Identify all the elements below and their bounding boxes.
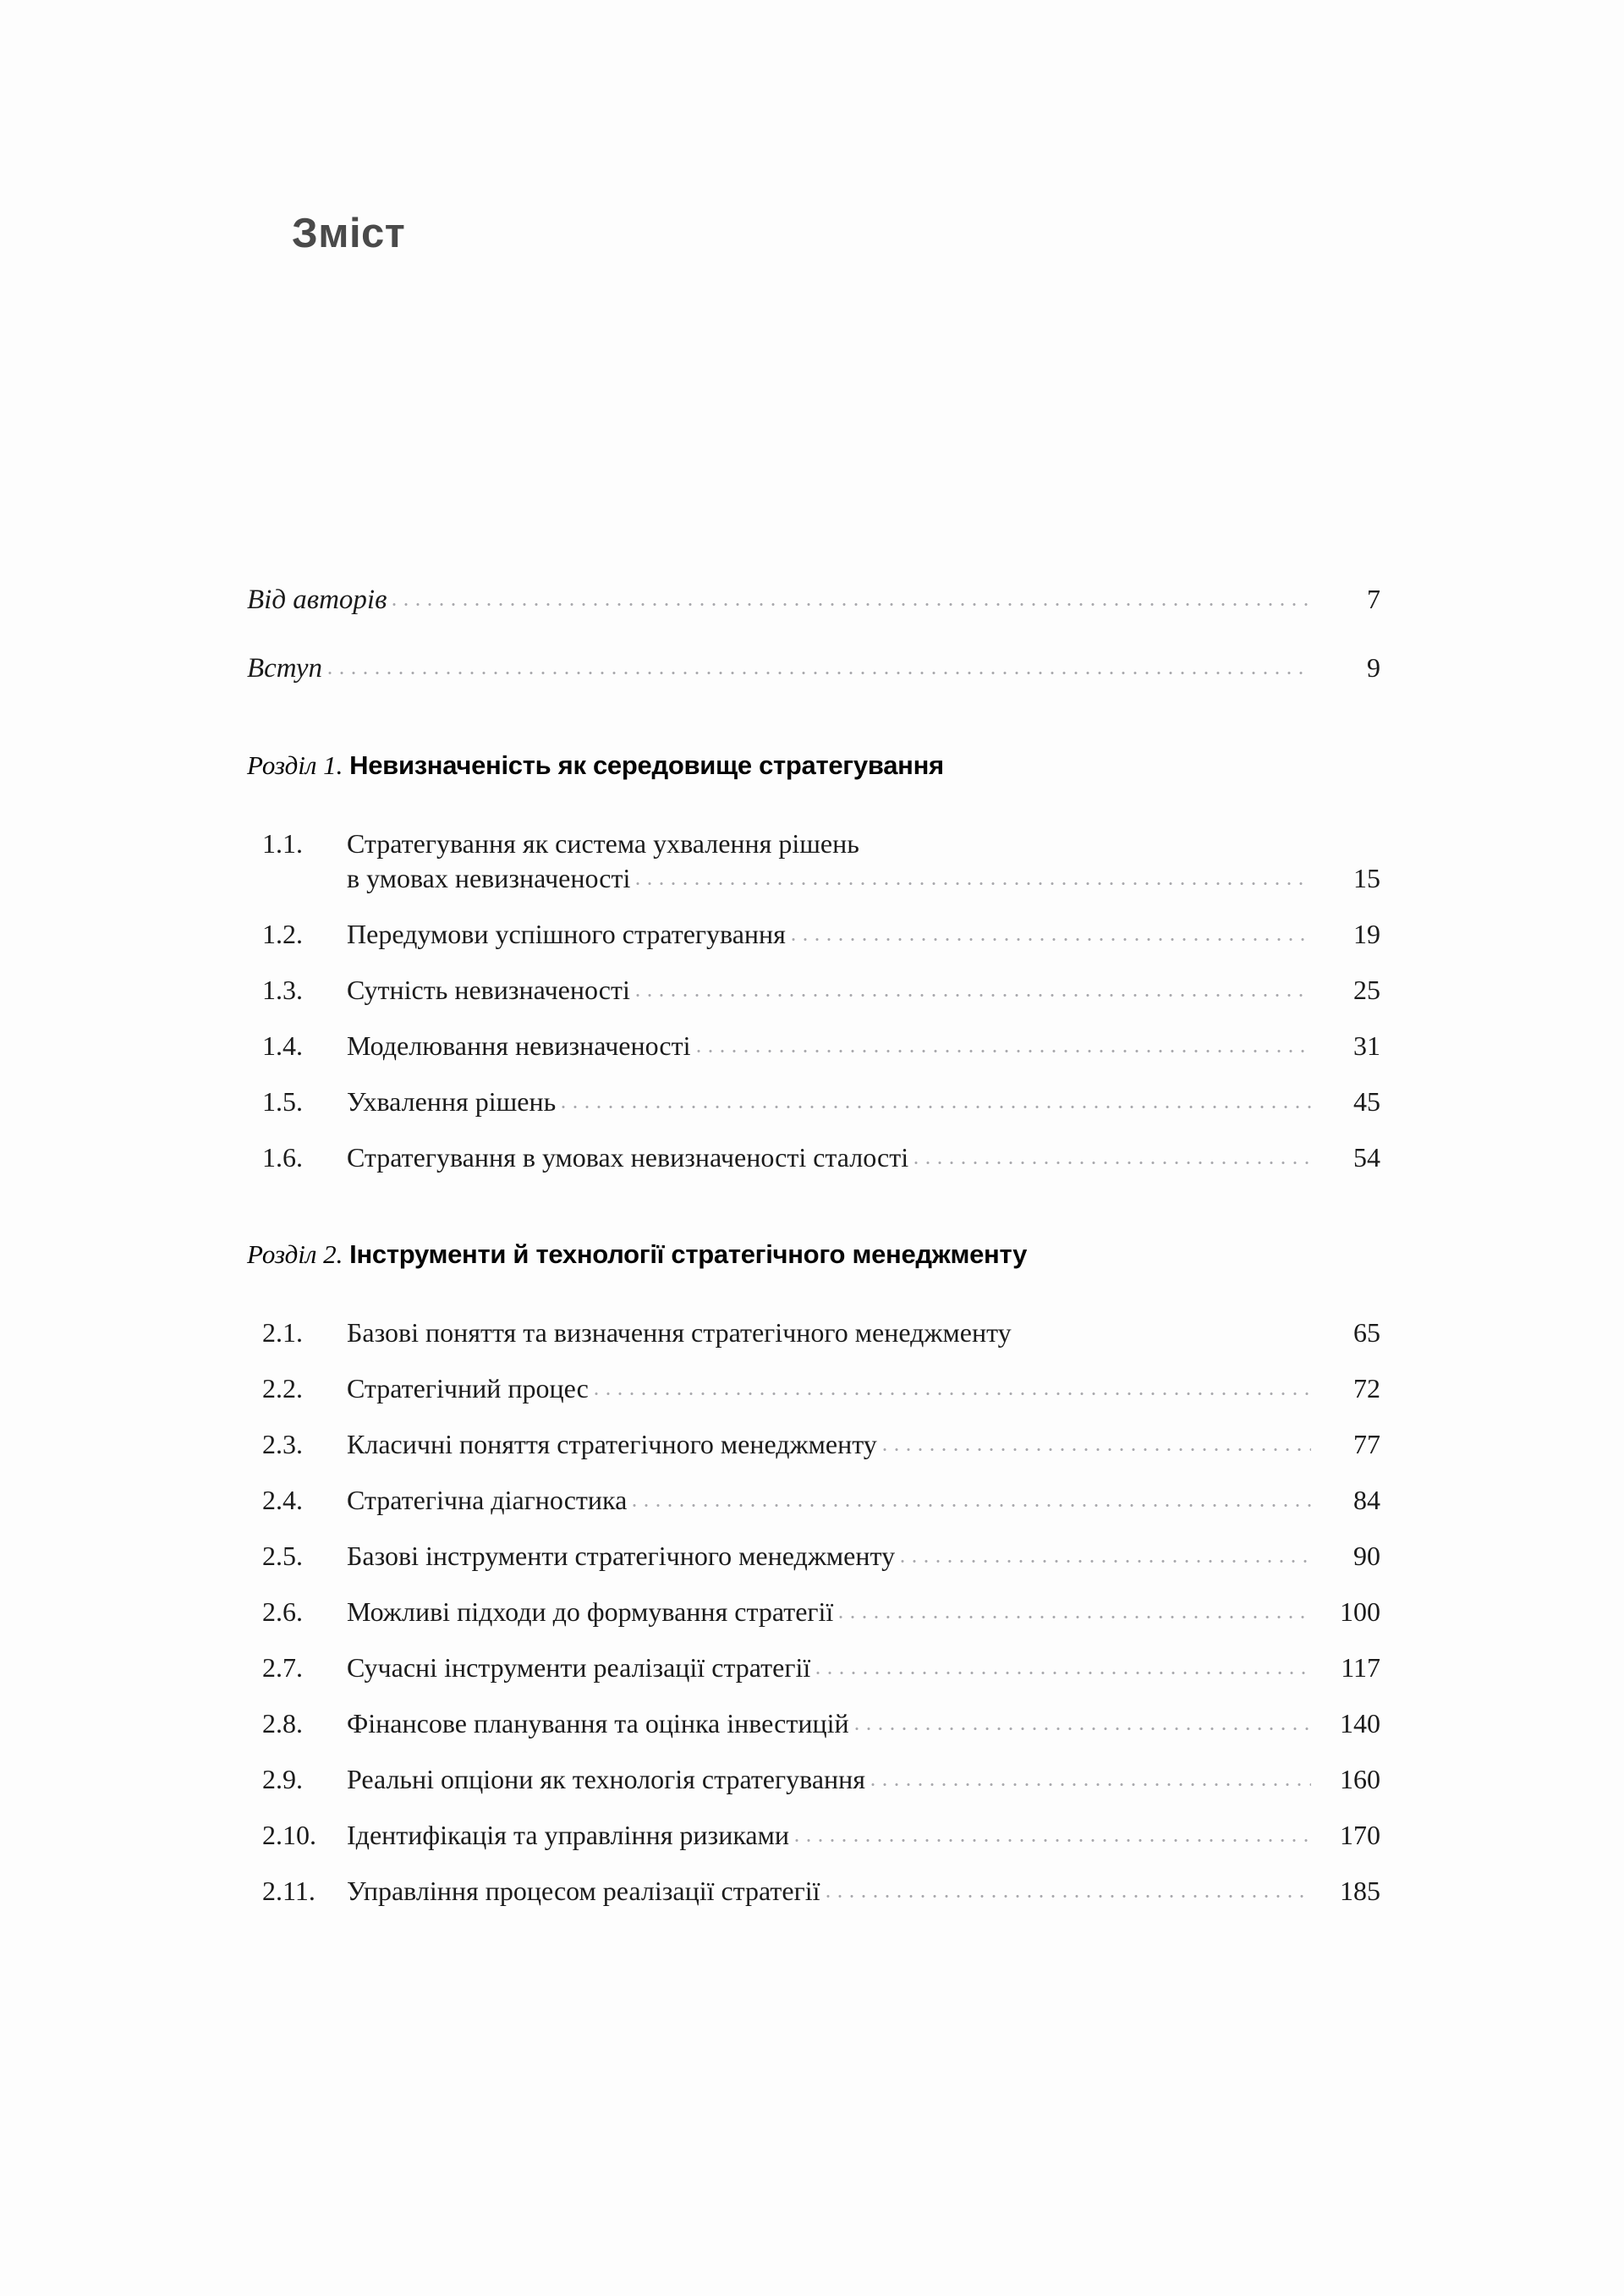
section-number: 1.5.	[262, 1086, 303, 1117]
section-number: 2.8.	[262, 1708, 303, 1738]
page-number: 77	[1353, 1429, 1380, 1459]
chapter-title: Невизначеність як середовище стратегування	[349, 750, 944, 780]
toc-entry[interactable]	[247, 1596, 1380, 1628]
page-number: 31	[1353, 1030, 1380, 1061]
page-number: 65	[1353, 1317, 1380, 1348]
dot-leader	[324, 663, 1311, 677]
section-number: 2.4.	[262, 1485, 303, 1515]
chapter-number: Розділ 1.	[247, 750, 350, 780]
section-title-line2: в умовах невизначеності	[347, 863, 631, 893]
chapter-number: Розділ 2.	[247, 1239, 350, 1269]
section-number: 2.9.	[262, 1764, 303, 1794]
dot-leader	[388, 595, 1311, 608]
page-number: 9	[1367, 652, 1380, 683]
section-number: 2.6.	[262, 1596, 303, 1627]
section-number: 1.6.	[262, 1142, 303, 1173]
page-number: 90	[1353, 1541, 1380, 1571]
toc-entry[interactable]	[247, 652, 1380, 684]
entry-label: Вступ	[247, 653, 322, 684]
toc-body	[247, 584, 1380, 1931]
toc-entry[interactable]	[247, 1541, 1380, 1572]
dot-leader	[1013, 1328, 1311, 1342]
dot-leader	[897, 1552, 1311, 1565]
dot-leader	[590, 1384, 1311, 1398]
section-number: 2.1.	[262, 1317, 303, 1348]
toc-entry[interactable]	[247, 1708, 1380, 1739]
toc-entry[interactable]	[247, 975, 1380, 1006]
section-title: Моделювання невизначеності	[347, 1030, 691, 1061]
toc-entry[interactable]	[247, 1876, 1380, 1907]
page-number: 170	[1340, 1820, 1380, 1850]
page-number: 7	[1367, 584, 1380, 614]
page-title: Зміст	[292, 211, 406, 256]
toc-entry[interactable]	[247, 1652, 1380, 1684]
toc-entry[interactable]	[247, 828, 1380, 860]
section-title: Базові інструменти стратегічного менеджменту	[347, 1541, 896, 1571]
dot-leader	[632, 874, 1311, 887]
toc-entry[interactable]	[247, 1764, 1380, 1795]
dot-leader	[851, 1719, 1311, 1733]
toc-entry[interactable]	[247, 1485, 1380, 1516]
page-number: 45	[1353, 1086, 1380, 1117]
section-title: Реальні опціони як технологія стратегування	[347, 1764, 865, 1794]
toc-entry[interactable]	[247, 1030, 1380, 1062]
page-number: 160	[1340, 1764, 1380, 1794]
page-number: 140	[1340, 1708, 1380, 1738]
section-title: Ухвалення рішень	[347, 1086, 557, 1117]
dot-leader	[693, 1041, 1312, 1055]
toc-entry[interactable]	[247, 919, 1380, 950]
front-matter-list	[247, 584, 1380, 684]
dot-leader	[879, 1440, 1311, 1453]
page-number: 185	[1340, 1876, 1380, 1906]
toc-entry[interactable]	[247, 1142, 1380, 1173]
section-number: 1.3.	[262, 975, 303, 1005]
section-title: Базові поняття та визначення стратегічного менеджменту	[347, 1317, 1012, 1348]
dot-leader	[812, 1663, 1311, 1677]
section-title: Стратегування в умовах невизначеності сталості	[347, 1142, 909, 1173]
dot-leader	[628, 1496, 1311, 1509]
page-number: 84	[1353, 1485, 1380, 1515]
section-title: Сучасні інструменти реалізації стратегії	[347, 1652, 811, 1683]
section-number: 1.4.	[262, 1030, 303, 1061]
section-title: Передумови успішного стратегування	[347, 919, 786, 949]
section-number: 2.3.	[262, 1429, 303, 1459]
page-number: 117	[1341, 1652, 1380, 1683]
section-title: Сутність невизначеності	[347, 975, 630, 1005]
section-title: Стратегічний процес	[347, 1373, 589, 1403]
chapter-title: Інструменти й технології стратегічного менеджменту	[349, 1239, 1028, 1269]
dot-leader	[910, 1153, 1311, 1167]
toc-entry[interactable]	[247, 584, 1380, 616]
toc-entry[interactable]	[247, 1086, 1380, 1118]
section-number: 2.7.	[262, 1652, 303, 1683]
section-title: Стратегування як система ухвалення рішень	[347, 828, 859, 859]
page-number: 19	[1353, 919, 1380, 949]
dot-leader	[835, 1607, 1311, 1621]
toc-entry[interactable]	[247, 1820, 1380, 1851]
section-number: 2.11.	[262, 1876, 315, 1906]
section-number: 1.1.	[262, 828, 303, 859]
page-number: 15	[1353, 863, 1380, 893]
dot-leader	[822, 1887, 1311, 1900]
page-number: 100	[1340, 1596, 1380, 1627]
toc-entry[interactable]	[247, 1373, 1380, 1404]
section-number: 2.5.	[262, 1541, 303, 1571]
section-title: Можливі підходи до формування стратегії	[347, 1596, 834, 1627]
entry-label: Від авторів	[247, 585, 387, 615]
page-number: 72	[1353, 1373, 1380, 1403]
page-number: 54	[1353, 1142, 1380, 1173]
chapter-heading[interactable]	[247, 1239, 1380, 1270]
chapter-list	[247, 750, 1380, 1907]
section-number: 2.2.	[262, 1373, 303, 1403]
toc-entry-continuation[interactable]	[247, 863, 1380, 894]
chapter-heading[interactable]	[247, 750, 1380, 781]
page-number: 25	[1353, 975, 1380, 1005]
section-number: 2.10.	[262, 1820, 316, 1850]
dot-leader	[632, 986, 1311, 999]
section-title: Фінансове планування та оцінка інвестицій	[347, 1708, 849, 1738]
section-title: Стратегічна діагностика	[347, 1485, 628, 1515]
section-title: Ідентифікація та управління ризиками	[347, 1820, 789, 1850]
section-title: Класичні поняття стратегічного менеджменту	[347, 1429, 877, 1459]
dot-leader	[867, 1775, 1311, 1788]
toc-entry[interactable]	[247, 1317, 1380, 1348]
toc-entry[interactable]	[247, 1429, 1380, 1460]
section-title: Управління процесом реалізації стратегії	[347, 1876, 820, 1906]
dot-leader	[787, 930, 1311, 943]
dot-leader	[791, 1831, 1311, 1844]
dot-leader	[557, 1097, 1311, 1111]
section-number: 1.2.	[262, 919, 303, 949]
